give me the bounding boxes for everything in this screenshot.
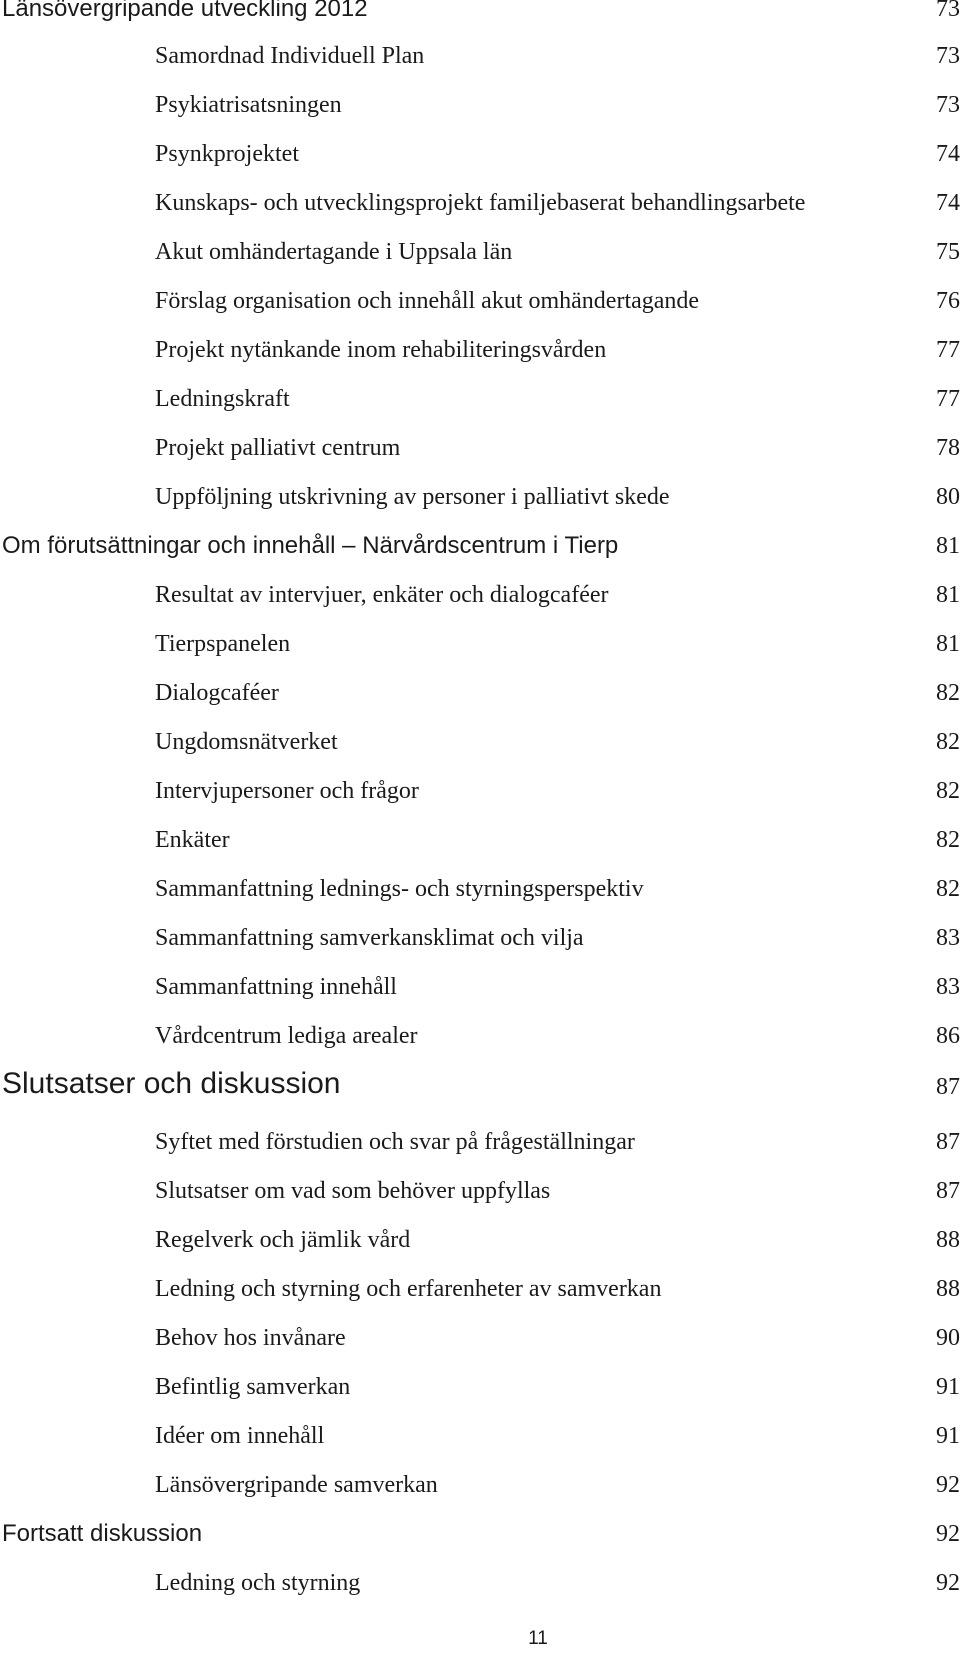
toc-entry-page: 87 (936, 1129, 960, 1155)
toc-entry-title: Kunskaps- och utvecklingsprojekt familjebaserat behandlingsarbete (155, 190, 806, 216)
toc-entry-title: Sammanfattning lednings- och styrningsperspektiv (155, 876, 644, 902)
toc-entry-page: 82 (936, 778, 960, 804)
toc-entry-title: Projekt palliativt centrum (155, 435, 401, 461)
toc-entry-page: 73 (936, 43, 960, 69)
toc-entry-title: Ungdomsnätverket (155, 729, 338, 755)
toc-entry[interactable] (0, 677, 960, 713)
toc-entry[interactable] (0, 187, 960, 223)
toc-entry-page: 87 (936, 1178, 960, 1204)
toc-entry-title: Behov hos invånare (155, 1325, 346, 1351)
toc-entry-title: Befintlig samverkan (155, 1374, 351, 1400)
toc-entry-title: Länsövergripande samverkan (155, 1472, 438, 1498)
toc-entry[interactable] (0, 971, 960, 1007)
toc-entry-title: Syftet med förstudien och svar på frågeställningar (155, 1129, 635, 1155)
toc-entry-title: Länsövergripande utveckling 2012 (2, 0, 368, 22)
toc-entry[interactable] (0, 1126, 960, 1162)
toc-entry-title: Slutsatser om vad som behöver uppfyllas (155, 1178, 551, 1204)
toc-entry[interactable] (0, 824, 960, 860)
toc-entry[interactable] (0, 1371, 960, 1407)
toc-entry[interactable] (0, 285, 960, 321)
toc-entry-title: Vårdcentrum lediga arealer (155, 1023, 418, 1049)
toc-entry-page: 81 (936, 582, 960, 608)
toc-entry[interactable] (0, 40, 960, 76)
toc-entry[interactable] (0, 579, 960, 615)
toc-entry-page: 73 (936, 0, 960, 22)
toc-entry-title: Sammanfattning innehåll (155, 974, 397, 1000)
toc-entry-page: 92 (936, 1472, 960, 1498)
toc-entry-page: 82 (936, 729, 960, 755)
toc-entry-page: 88 (936, 1227, 960, 1253)
toc-entry[interactable] (0, 726, 960, 762)
toc-entry-title: Psykiatrisatsningen (155, 92, 342, 118)
toc-entry[interactable] (0, 922, 960, 958)
toc-entry-page: 92 (936, 1521, 960, 1547)
toc-entry-title: Intervjupersoner och frågor (155, 778, 419, 804)
toc-entry-page: 81 (936, 631, 960, 657)
toc-entry-title: Resultat av intervjuer, enkäter och dialogcaféer (155, 582, 609, 608)
toc-entry[interactable] (0, 334, 960, 370)
toc-entry-page: 81 (936, 533, 960, 559)
toc-entry[interactable] (0, 873, 960, 909)
toc-entry[interactable] (0, 775, 960, 811)
toc-entry[interactable] (0, 1420, 960, 1456)
toc-entry[interactable] (0, 383, 960, 419)
toc-entry[interactable] (0, 1567, 960, 1603)
toc-entry-page: 91 (936, 1374, 960, 1400)
toc-entry[interactable] (0, 628, 960, 664)
toc-entry-page: 73 (936, 92, 960, 118)
toc-entry[interactable] (0, 1469, 960, 1505)
toc-entry-title: Ledning och styrning och erfarenheter av samverkan (155, 1276, 662, 1302)
toc-entry[interactable] (0, 1067, 960, 1107)
toc-entry[interactable] (0, 1175, 960, 1211)
toc-entry-title: Tierpspanelen (155, 631, 291, 657)
toc-entry[interactable] (0, 0, 960, 29)
toc-entry-page: 76 (936, 288, 960, 314)
toc-entry-page: 77 (936, 386, 960, 412)
toc-entry[interactable] (0, 1273, 960, 1309)
toc-entry-page: 82 (936, 827, 960, 853)
toc-entry-title: Akut omhändertagande i Uppsala län (155, 239, 513, 265)
toc-entry-title: Ledningskraft (155, 386, 290, 412)
toc-entry-page: 82 (936, 680, 960, 706)
toc-entry[interactable] (0, 1224, 960, 1260)
toc-entry-title: Om förutsättningar och innehåll – Närvårdscentrum i Tierp (2, 532, 619, 559)
toc-entry-page: 88 (936, 1276, 960, 1302)
toc-entry-page: 82 (936, 876, 960, 902)
toc-entry[interactable] (0, 1020, 960, 1056)
toc-entry-title: Idéer om innehåll (155, 1423, 325, 1449)
toc-entry[interactable] (0, 432, 960, 468)
toc-entry-page: 86 (936, 1023, 960, 1049)
toc-entry-page: 78 (936, 435, 960, 461)
toc-entry-page: 90 (936, 1325, 960, 1351)
toc-entry-page: 91 (936, 1423, 960, 1449)
toc-entry-page: 83 (936, 925, 960, 951)
toc-entry-title: Fortsatt diskussion (2, 1520, 203, 1547)
toc-entry-page: 74 (936, 141, 960, 167)
toc-entry-title: Slutsatser och diskussion (2, 1067, 341, 1100)
toc-entry-page: 80 (936, 484, 960, 510)
toc-entry-title: Regelverk och jämlik vård (155, 1227, 411, 1253)
toc-entry[interactable] (0, 481, 960, 517)
toc-entry-page: 92 (936, 1570, 960, 1596)
toc-entry-title: Sammanfattning samverkansklimat och vilja (155, 925, 584, 951)
toc-entry-page: 75 (936, 239, 960, 265)
toc-entry[interactable] (0, 89, 960, 125)
toc-entry-title: Projekt nytänkande inom rehabiliteringsvården (155, 337, 607, 363)
toc-entry[interactable] (0, 138, 960, 174)
toc-entry-title: Förslag organisation och innehåll akut omhändertagande (155, 288, 700, 314)
toc-entry-page: 87 (936, 1074, 960, 1100)
toc-entry-title: Ledning och styrning (155, 1570, 361, 1596)
toc-entry[interactable] (0, 1518, 960, 1554)
toc-entry[interactable] (0, 1322, 960, 1358)
toc-entry-title: Dialogcaféer (155, 680, 279, 706)
page-number: 11 (528, 1628, 548, 1649)
toc-entry-title: Samordnad Individuell Plan (155, 43, 425, 69)
toc-entry-title: Uppföljning utskrivning av personer i palliativt skede (155, 484, 670, 510)
toc-entry[interactable] (0, 530, 960, 566)
toc-entry-title: Psynkprojektet (155, 141, 299, 167)
toc-entry[interactable] (0, 236, 960, 272)
toc-entry-page: 74 (936, 190, 960, 216)
toc-entry-page: 77 (936, 337, 960, 363)
toc-entry-title: Enkäter (155, 827, 230, 853)
toc-entry-page: 83 (936, 974, 960, 1000)
